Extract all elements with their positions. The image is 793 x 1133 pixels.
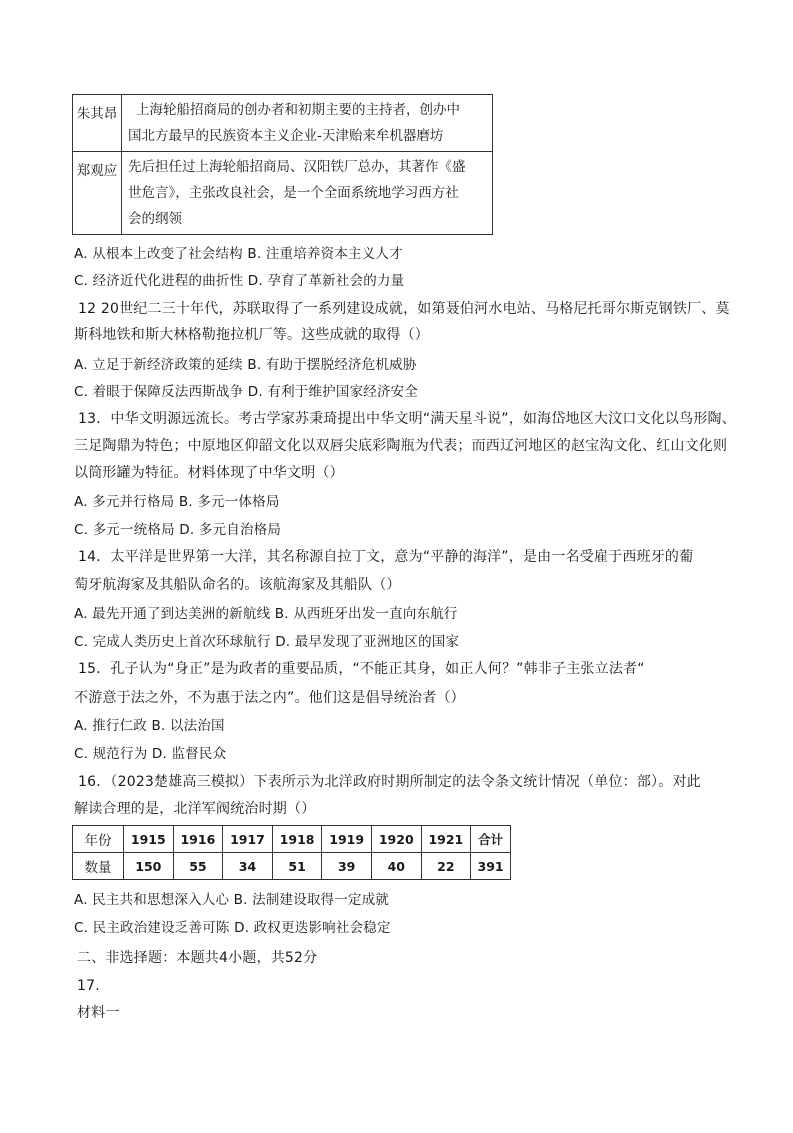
count-cell: 51 [272, 853, 322, 880]
q13-options-cd: C. 多元一统格局 D. 多元自治格局 [74, 522, 282, 538]
q16-stem-cont: 解读合理的是，北洋军阀统治时期（） [74, 801, 316, 817]
figure-name: 郑观应 [73, 152, 122, 235]
table-row [73, 95, 493, 152]
q16-options-ab: A. 民主共和思想深入人心 B. 法制建设取得一定成就 [74, 892, 390, 908]
q13-stem: 13．中华文明源远流长。考古学家苏秉琦提出中华文明“满天星斗说”，如海岱地区大汶口文化以鸟形陶、 [78, 411, 736, 427]
q13-options-ab: A. 多元并行格局 B. 多元一体格局 [74, 494, 280, 510]
figure-name: 朱其昂 [73, 95, 122, 152]
count-cell: 39 [322, 853, 372, 880]
section-heading: 二、非选择题：本题共4小题，共52分 [77, 950, 318, 966]
material-label: 材料一 [77, 1005, 120, 1021]
table-row [73, 853, 511, 880]
year-cell: 1921 [421, 826, 471, 853]
q15-options-ab: A. 推行仁政 B. 以法治国 [74, 718, 225, 734]
q13-stem-cont: 以筒形罐为特征。材料体现了中华文明（） [74, 465, 344, 481]
q15-options-cd: C. 规范行为 D. 监督民众 [74, 746, 227, 762]
count-header: 数量 [73, 853, 124, 880]
year-header: 年份 [73, 826, 124, 853]
q14-options-cd: C. 完成人类历史上首次环球航行 D. 最早发现了亚洲地区的国家 [74, 634, 460, 650]
q12-options-ab: A. 立足于新经济政策的延续 B. 有助于摆脱经济危机威胁 [74, 357, 417, 373]
q17-number: 17. [77, 978, 100, 994]
q15-stem-cont: 不游意于法之外，不为惠于法之内”。他们这是倡导统治者（） [74, 690, 465, 706]
q16-options-cd: C. 民主政治建设乏善可陈 D. 政权更迭影响社会稳定 [74, 920, 391, 936]
count-cell: 391 [471, 853, 511, 880]
year-cell: 1917 [223, 826, 273, 853]
q11-options-ab: A. 从根本上改变了社会结构 B. 注重培养资本主义人才 [74, 246, 403, 262]
year-cell: 合计 [471, 826, 511, 853]
figure-description: 先后担任过上海轮船招商局、汉阳铁厂总办，其著作《盛 世危言》，主张改良社会，是一个全面系统地学习西方社 会的纲领 [122, 152, 493, 235]
table-row [73, 826, 511, 853]
year-cell: 1918 [272, 826, 322, 853]
q12-stem: 12 20世纪二三十年代，苏联取得了一系列建设成就，如第聂伯河水电站、马格尼托哥尔斯克钢铁厂、莫 [78, 301, 730, 317]
legislation-stats-table [72, 825, 511, 880]
count-cell: 150 [124, 853, 174, 880]
q11-options-cd: C. 经济近代化进程的曲折性 D. 孕育了革新社会的力量 [74, 273, 405, 289]
q14-options-ab: A. 最先开通了到达美洲的新航线 B. 从西班牙出发一直向东航行 [74, 606, 458, 622]
year-cell: 1916 [173, 826, 223, 853]
q14-stem: 14．太平洋是世界第一大洋，其名称源自拉丁文，意为“平静的海洋”，是由一名受雇于西班牙的葡 [78, 549, 694, 565]
table-row [73, 152, 493, 235]
q14-stem-cont: 萄牙航海家及其船队命名的。该航海家及其船队（） [74, 577, 401, 593]
count-cell: 34 [223, 853, 273, 880]
q15-stem: 15．孔子认为“身正”是为政者的重要品质，“不能正其身，如正人何？”韩非子主张立法者“ [78, 661, 645, 677]
q16-stem: 16．（2023楚雄高三模拟）下表所示为北洋政府时期所制定的法令条文统计情况（单位：部）。对此 [78, 774, 701, 790]
count-cell: 22 [421, 853, 471, 880]
count-cell: 40 [371, 853, 421, 880]
year-cell: 1915 [124, 826, 174, 853]
count-cell: 55 [173, 853, 223, 880]
figure-description: 上海轮船招商局的创办者和初期主要的主持者，创办中 国北方最早的民族资本主义企业-天津贻来牟机器磨坊 [122, 95, 493, 152]
historical-figures-table [72, 94, 493, 235]
q12-options-cd: C. 着眼于保障反法西斯战争 D. 有利于维护国家经济安全 [74, 384, 419, 400]
year-cell: 1920 [371, 826, 421, 853]
year-cell: 1919 [322, 826, 372, 853]
q12-stem-cont: 斯科地铁和斯大林格勒拖拉机厂等。这些成就的取得（） [74, 327, 429, 343]
q13-stem-cont: 三足陶鼎为特色；中原地区仰韶文化以双唇尖底彩陶瓶为代表；而西辽河地区的赵宝沟文化、红山文化则 [74, 438, 728, 454]
